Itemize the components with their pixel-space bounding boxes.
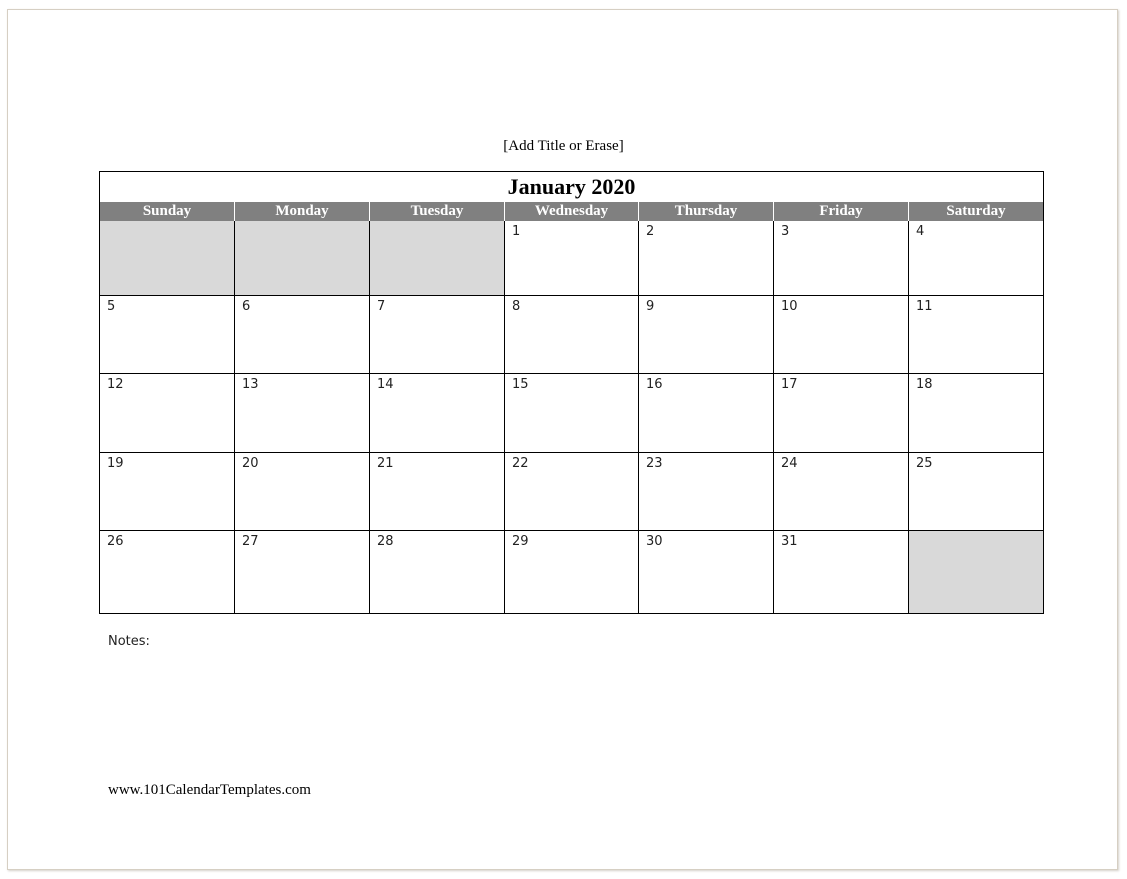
day-cell-27[interactable] <box>235 531 370 613</box>
empty-day-cell[interactable] <box>235 221 370 296</box>
day-number: 11 <box>916 299 933 314</box>
day-number: 8 <box>512 299 521 314</box>
day-cell-1[interactable] <box>505 221 639 296</box>
weekday-header-sunday: Sunday <box>100 202 235 221</box>
notes-label: Notes: <box>108 634 150 649</box>
day-number: 6 <box>242 299 251 314</box>
day-number: 19 <box>107 456 124 471</box>
day-number: 18 <box>916 377 933 392</box>
day-cell-25[interactable] <box>909 453 1043 531</box>
day-number: 23 <box>646 456 663 471</box>
day-number: 14 <box>377 377 394 392</box>
empty-day-cell[interactable] <box>909 531 1043 613</box>
day-number: 30 <box>646 534 663 549</box>
day-number: 10 <box>781 299 798 314</box>
weekday-header-monday: Monday <box>235 202 370 221</box>
day-cell-18[interactable] <box>909 374 1043 453</box>
month-calendar <box>99 171 1044 614</box>
document-title-placeholder[interactable]: [Add Title or Erase] <box>503 138 624 154</box>
day-cell-19[interactable] <box>100 453 235 531</box>
day-cell-23[interactable] <box>639 453 774 531</box>
day-cell-9[interactable] <box>639 296 774 374</box>
day-number: 20 <box>242 456 259 471</box>
day-cell-30[interactable] <box>639 531 774 613</box>
empty-day-cell[interactable] <box>370 221 505 296</box>
day-number: 21 <box>377 456 394 471</box>
weekday-header-thursday: Thursday <box>639 202 774 221</box>
day-number: 17 <box>781 377 798 392</box>
day-cell-11[interactable] <box>909 296 1043 374</box>
day-number: 7 <box>377 299 386 314</box>
day-number: 15 <box>512 377 529 392</box>
day-cell-28[interactable] <box>370 531 505 613</box>
day-number: 16 <box>646 377 663 392</box>
day-cell-12[interactable] <box>100 374 235 453</box>
day-number: 5 <box>107 299 116 314</box>
day-number: 28 <box>377 534 394 549</box>
day-cell-17[interactable] <box>774 374 909 453</box>
weekday-header-row <box>100 202 1043 221</box>
day-cell-10[interactable] <box>774 296 909 374</box>
day-number: 31 <box>781 534 798 549</box>
day-number: 3 <box>781 224 790 239</box>
day-cell-5[interactable] <box>100 296 235 374</box>
day-number: 9 <box>646 299 655 314</box>
day-number: 25 <box>916 456 933 471</box>
day-cell-14[interactable] <box>370 374 505 453</box>
day-cell-6[interactable] <box>235 296 370 374</box>
day-cell-21[interactable] <box>370 453 505 531</box>
day-number: 13 <box>242 377 259 392</box>
day-number: 27 <box>242 534 259 549</box>
weekday-header-saturday: Saturday <box>946 203 1006 219</box>
day-number: 12 <box>107 377 124 392</box>
day-cell-26[interactable] <box>100 531 235 613</box>
day-cell-7[interactable] <box>370 296 505 374</box>
day-cell-22[interactable] <box>505 453 639 531</box>
day-cell-4[interactable] <box>909 221 1043 296</box>
weekday-header-wednesday: Wednesday <box>505 202 639 221</box>
empty-day-cell[interactable] <box>100 221 235 296</box>
day-cell-31[interactable] <box>774 531 909 613</box>
day-number: 29 <box>512 534 529 549</box>
day-cell-3[interactable] <box>774 221 909 296</box>
day-cell-8[interactable] <box>505 296 639 374</box>
day-cell-29[interactable] <box>505 531 639 613</box>
day-cell-24[interactable] <box>774 453 909 531</box>
day-number: 1 <box>512 224 521 239</box>
day-number: 2 <box>646 224 655 239</box>
month-title: January 2020 <box>507 174 636 199</box>
day-cell-13[interactable] <box>235 374 370 453</box>
day-cell-20[interactable] <box>235 453 370 531</box>
day-cell-2[interactable] <box>639 221 774 296</box>
day-number: 24 <box>781 456 798 471</box>
day-number: 4 <box>916 224 925 239</box>
day-number: 22 <box>512 456 529 471</box>
day-cell-15[interactable] <box>505 374 639 453</box>
weekday-header-tuesday: Tuesday <box>370 202 505 221</box>
day-cell-16[interactable] <box>639 374 774 453</box>
weekday-header-friday: Friday <box>774 202 909 221</box>
website-footer: www.101CalendarTemplates.com <box>108 782 311 798</box>
day-number: 26 <box>107 534 124 549</box>
